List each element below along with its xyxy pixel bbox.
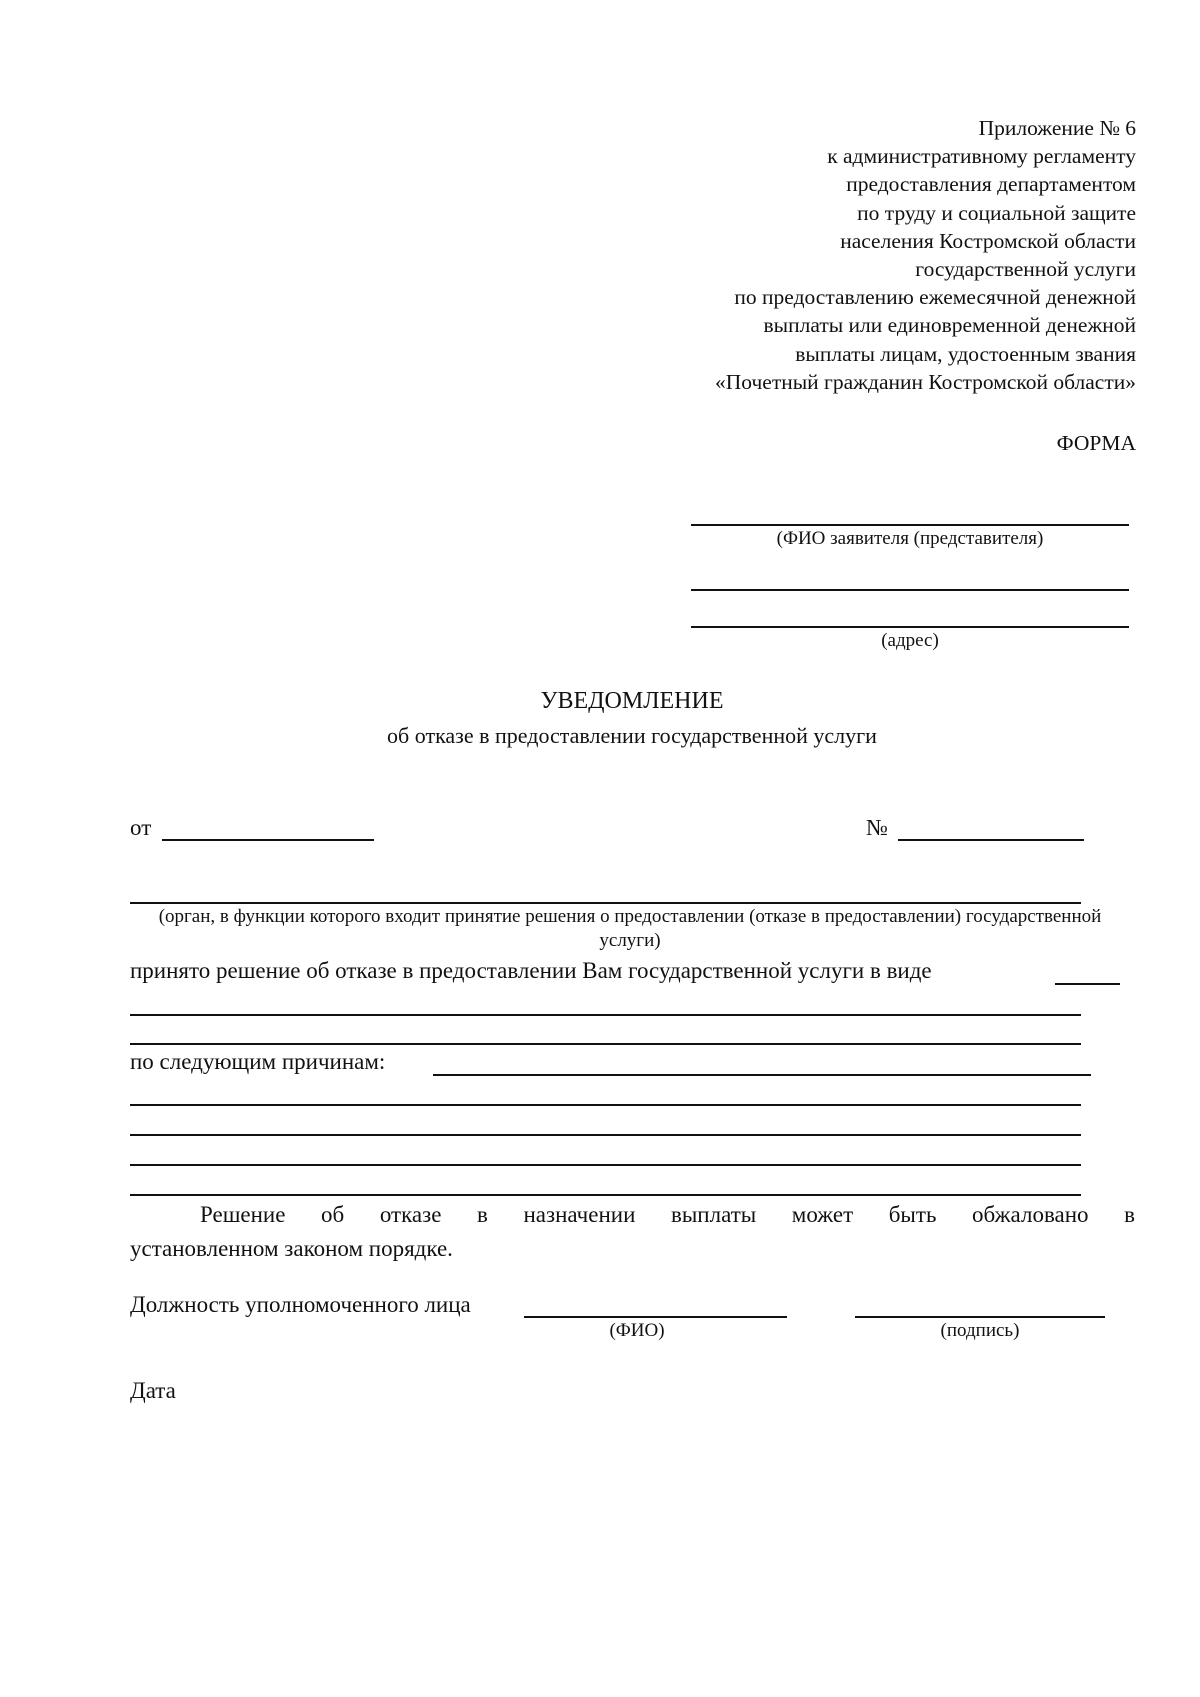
applicant-address-line-1: [691, 589, 1129, 591]
decision-line-2: [130, 1043, 1081, 1045]
reasons-label: по следующим причинам:: [130, 1049, 386, 1074]
number-label: №: [866, 815, 888, 840]
appendix-line: к административному регламенту: [827, 144, 1136, 169]
form-label: ФОРМА: [1056, 431, 1136, 455]
organ-line: [130, 902, 1081, 904]
appeal-word: назначении: [523, 1202, 636, 1227]
appendix-header: [715, 114, 1136, 396]
appendix-line: по труду и социальной защите: [857, 200, 1136, 225]
applicant-address-line-2: [691, 626, 1129, 628]
document-title: УВЕДОМЛЕНИЕ: [540, 688, 724, 714]
appendix-line: «Почетный гражданин Костромской области»: [715, 369, 1136, 394]
appendix-line: выплаты или единовременной денежной: [763, 313, 1136, 338]
reasons-line: [130, 1134, 1081, 1136]
decision-text: принято решение об отказе в предоставлении Вам государственной услуги в виде: [130, 958, 932, 983]
signature-line: [855, 1316, 1105, 1318]
applicant-name-line: [691, 524, 1129, 526]
appeal-line-2: установленном законом порядке.: [130, 1236, 453, 1261]
applicant-name-caption: (ФИО заявителя (представителя): [776, 528, 1044, 549]
appeal-word: отказе: [379, 1202, 442, 1227]
appeal-word: об: [321, 1202, 345, 1227]
position-label: Должность уполномоченного лица: [130, 1292, 471, 1317]
appeal-word: быть: [888, 1202, 937, 1227]
date-label: Дата: [130, 1378, 176, 1403]
appendix-line: Приложение № 6: [978, 116, 1136, 140]
appeal-word: обжаловано: [972, 1202, 1089, 1227]
reasons-line: [130, 1104, 1081, 1106]
from-label: от: [130, 815, 152, 840]
appeal-word: выплаты: [670, 1202, 757, 1227]
fio-line: [524, 1316, 787, 1318]
appendix-line: населения Костромской области: [840, 228, 1136, 253]
reasons-line-first: [433, 1074, 1091, 1076]
appeal-word: в: [1124, 1202, 1135, 1227]
decision-type-line: [1055, 983, 1120, 985]
appeal-line-1: [200, 1202, 1135, 1228]
applicant-address-caption: (адрес): [881, 630, 939, 651]
organ-caption: (орган, в функции которого входит принятие решения о предоставлении (отказе в предоставлении) государственной услуги): [158, 906, 1102, 951]
appeal-word: в: [477, 1202, 488, 1227]
date-line: [162, 839, 374, 841]
document-subtitle: об отказе в предоставлении государственной услуги: [387, 723, 877, 748]
signature-caption: (подпись): [940, 1320, 1020, 1341]
appendix-line: государственной услуги: [915, 257, 1136, 282]
reasons-line: [130, 1164, 1081, 1166]
appendix-line: предоставления департаментом: [846, 172, 1136, 197]
appendix-line: выплаты лицам, удостоенным звания: [795, 341, 1136, 366]
decision-line-1: [130, 1014, 1081, 1016]
reasons-line: [130, 1194, 1081, 1196]
appeal-word: может: [791, 1202, 854, 1227]
number-line: [898, 839, 1084, 841]
fio-caption: (ФИО): [609, 1320, 665, 1341]
appeal-word: Решение: [200, 1202, 286, 1227]
appendix-line: по предоставлению ежемесячной денежной: [734, 285, 1136, 310]
